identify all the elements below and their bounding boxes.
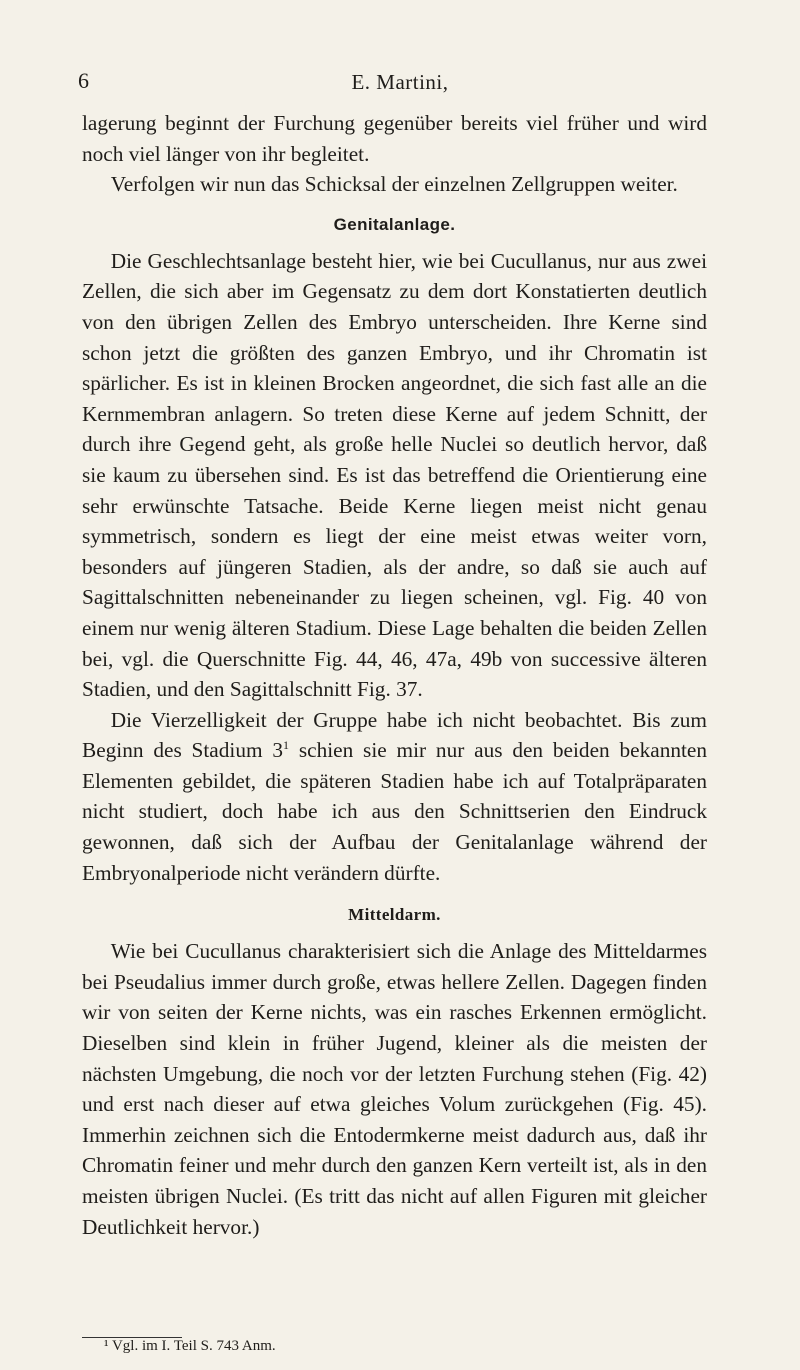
paragraph-text: schien sie mir nur aus den beiden bekannten Elementen gebildet, die späteren Stadien habe ich auf Totalpräparaten nicht studiert, doch habe ich aus den Schnittserien den Eindruck gewonnen, daß sich der Aufbau der Genitalanlage während der Embryonalperiode nicht verändern dürfte. (82, 738, 708, 885)
footnote: ¹ Vgl. im I. Teil S. 743 Anm. (104, 1338, 276, 1354)
body-text (82, 108, 707, 1242)
paragraph: lagerung beginnt der Furchung gegenüber bereits viel früher und wird noch viel länger von ihr begleitet. (82, 111, 707, 166)
section-heading-genitalanlage: Genitalanlage. (333, 214, 456, 234)
footnote-marker: 1 (283, 738, 290, 753)
running-head: E. Martini, (351, 70, 449, 94)
page-header (0, 68, 800, 96)
page-number: 6 (78, 68, 89, 93)
paragraph: Verfolgen wir nun das Schicksal der einzelnen Zellgruppen weiter. (110, 172, 678, 197)
paragraph-text: Die Vierzelligkeit der Gruppe habe ich nicht beobachtet. Bis zum Beginn des Stadium 3 (82, 707, 707, 763)
paragraph: Wie bei Cucullanus charakterisiert sich die Anlage des Mitteldarmes bei Pseudalius immer durch große, etwas hellere Zellen. Dagegen finden wir von seiten der Kerne nichts, was ein rasches Erkennen ermöglicht. Dieselben sind klein in früher Jugend, kleiner als die meisten der nächsten Umgebung, die noch vor der letzten Furchung stehen (Fig. 42) und erst nach dieser auf etwa gleiches Volum zurückgehen (Fig. 45). Immerhin zeichnen sich die Entodermkerne meist dadurch aus, daß ihr Chromatin feiner und mehr durch den ganzen Kern verteilt ist, als in den meisten übrigen Nuclei. (Es tritt das nicht auf allen Figuren mit gleicher Deutlichkeit hervor.) (82, 939, 707, 1239)
paragraph (82, 705, 707, 889)
section-heading-mitteldarm: Mitteldarm. (348, 905, 441, 925)
paragraph: Die Geschlechtsanlage besteht hier, wie bei Cucullanus, nur aus zwei Zellen, die sich aber im Gegensatz zu dem dort Konstatierten deutlich von den übrigen Zellen des Embryo unterscheiden. Ihre Kerne sind schon jetzt die größten des ganzen Embryo, und ihr Chromatin ist spärlicher. Es ist in kleinen Brocken angeordnet, die sich fast alle an die Kernmembran anlagern. So treten diese Kerne auf jedem Schnitt, der durch ihre Gegend geht, als große helle Nuclei so deutlich hervor, daß sie kaum zu übersehen sind. Es ist das betreffend die Orientierung eine sehr erwünschte Tatsache. Beide Kerne liegen meist nicht genau symmetrisch, sondern es liegt der eine meist etwas weiter vorn, besonders auf jüngeren Stadien, als der andre, so daß sie auch auf Sagittalschnitten nebeneinander zu liegen scheinen, vgl. Fig. 40 von einem nur wenig älteren Stadium. Diese Lage behalten die beiden Zellen bei, vgl. die Querschnitte Fig. 44, 46, 47a, 49b von successive älteren Stadien, und den Sagittalschnitt Fig. 37. (82, 248, 707, 702)
